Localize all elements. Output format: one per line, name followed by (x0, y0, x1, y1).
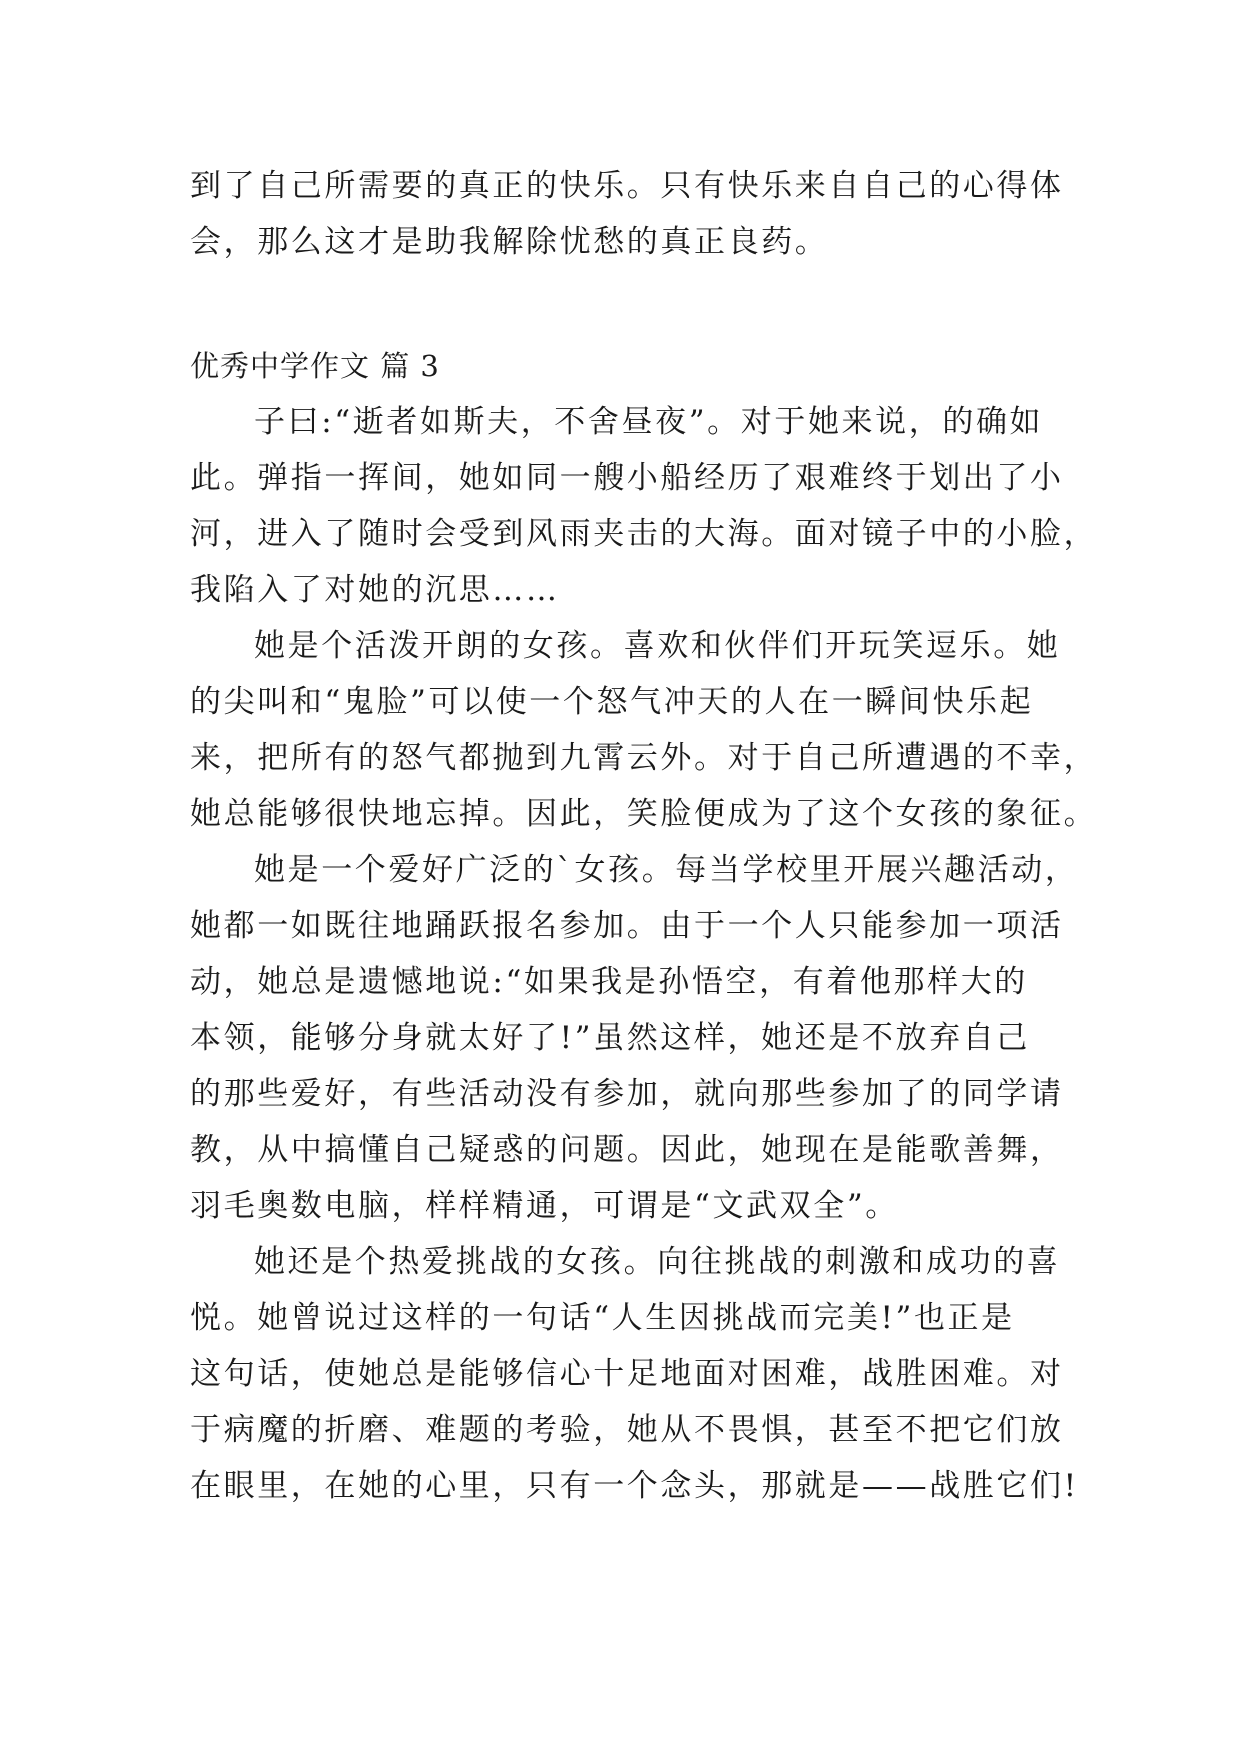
text-line: 会，那么这才是助我解除忧愁的真正良药。 (190, 224, 829, 260)
document-body (190, 158, 1098, 1514)
intro-paragraph (190, 158, 1064, 270)
paragraph-1 (190, 394, 1098, 618)
text-line: 于病魔的折磨、难题的考验，她从不畏惧，甚至不把它们放 (190, 1412, 1064, 1448)
text-line: 她总能够很快地忘掉。因此，笑脸便成为了这个女孩的象征。 (190, 796, 1098, 832)
text-line: 的尖叫和“鬼脸”可以使一个怒气冲天的人在一瞬间快乐起 (190, 684, 1034, 720)
section-spacer (190, 270, 1050, 338)
text-line: 在眼里，在她的心里，只有一个念头，那就是——战胜它们! (190, 1468, 1079, 1504)
text-line: 河，进入了随时会受到风雨夹击的大海。面对镜子中的小脸， (190, 516, 1098, 552)
text-line: 本领，能够分身就太好了!”虽然这样，她还是不放弃自己 (190, 1020, 1030, 1056)
paragraph-4 (190, 1234, 1079, 1514)
text-line: 动，她总是遗憾地说:“如果我是孙悟空，有着他那样大的 (190, 964, 1028, 1000)
section-title: 优秀中学作文 篇 3 (190, 349, 440, 383)
text-line: 羽毛奥数电脑，样样精通，可谓是“文武双全”。 (190, 1188, 899, 1224)
text-line: 她是个活泼开朗的女孩。喜欢和伙伴们开玩笑逗乐。她 (254, 628, 1061, 664)
paragraph-2 (190, 618, 1098, 842)
text-line: 教，从中搞懂自己疑惑的问题。因此，她现在是能歌善舞， (190, 1132, 1064, 1168)
text-line: 悦。她曾说过这样的一句话“人生因挑战而完美!”也正是 (190, 1300, 1015, 1336)
text-line: 她还是个热爱挑战的女孩。向往挑战的刺激和成功的喜 (254, 1244, 1061, 1280)
text-line: 这句话，使她总是能够信心十足地面对困难，战胜困难。对 (190, 1356, 1064, 1392)
text-line: 来，把所有的怒气都抛到九霄云外。对于自己所遭遇的不幸， (190, 740, 1098, 776)
text-line: 我陷入了对她的沉思…… (190, 572, 560, 608)
text-line: 到了自己所需要的真正的快乐。只有快乐来自自己的心得体 (190, 168, 1064, 204)
paragraph-3 (190, 842, 1079, 1234)
text-line: 她是一个爱好广泛的`女孩。每当学校里开展兴趣活动， (254, 852, 1079, 888)
text-line: 此。弹指一挥间，她如同一艘小船经历了艰难终于划出了小 (190, 460, 1064, 496)
text-line: 的那些爱好，有些活动没有参加，就向那些参加了的同学请 (190, 1076, 1064, 1112)
text-line: 子曰:“逝者如斯夫，不舍昼夜”。对于她来说，的确如 (254, 404, 1044, 440)
text-line: 她都一如既往地踊跃报名参加。由于一个人只能参加一项活 (190, 908, 1064, 944)
